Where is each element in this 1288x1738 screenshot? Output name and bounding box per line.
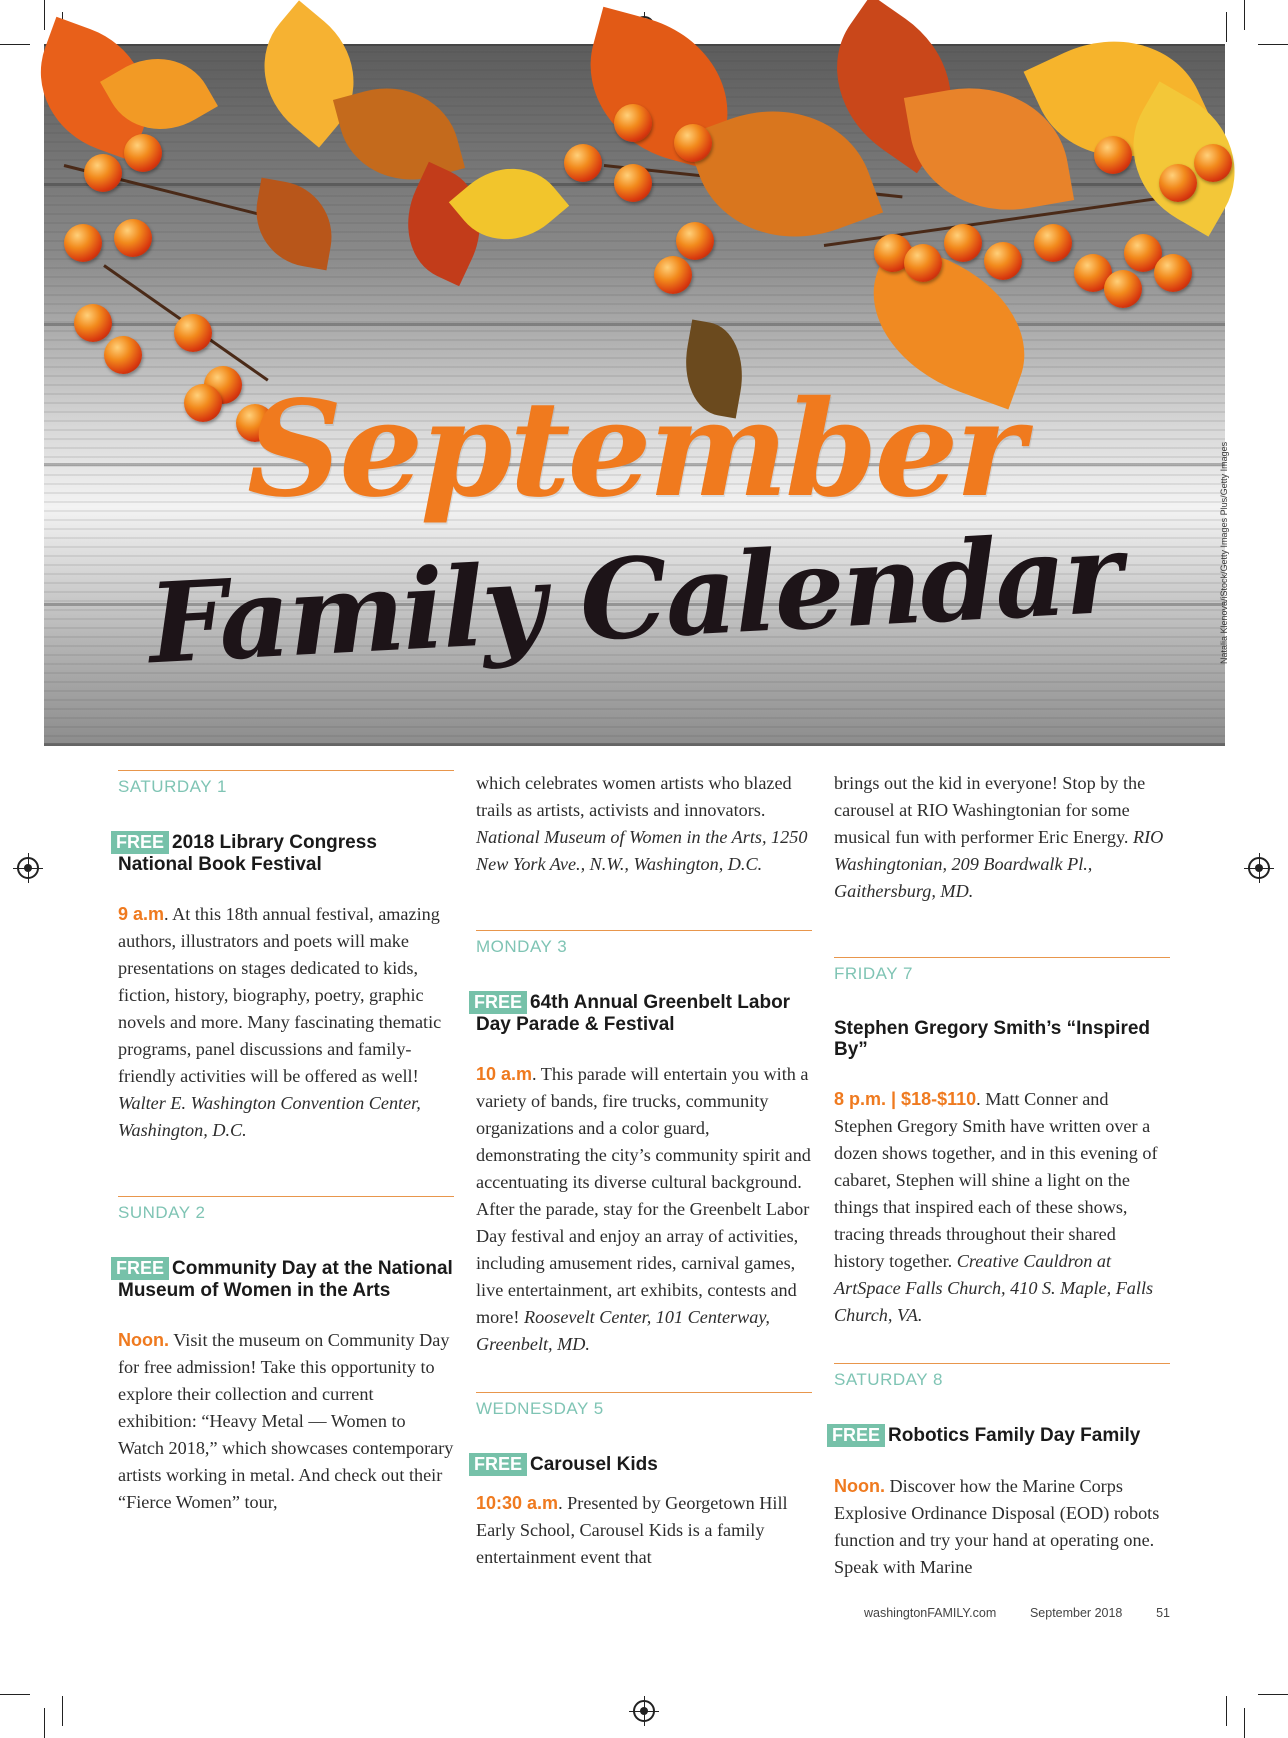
event-location: Walter E. Washington Convention Center, Washington, D.C. (118, 1093, 421, 1140)
photo-credit-text: Natalia Klenova/iStock/Getty Images Plus/Getty Images (1219, 441, 1229, 664)
calendar-column-1 (118, 770, 454, 1516)
day-heading: WEDNESDAY 5 (476, 1392, 812, 1419)
berry (74, 304, 112, 342)
page-footer (864, 1606, 1170, 1620)
berry (1194, 144, 1232, 182)
berry (654, 256, 692, 294)
crop-mark (1244, 0, 1245, 30)
day-heading: SATURDAY 8 (834, 1363, 1170, 1390)
event-description-continued (834, 770, 1170, 905)
berry (1094, 136, 1132, 174)
berry (84, 154, 122, 192)
event-description (118, 901, 454, 1144)
footer-page-number: 51 (1156, 1606, 1170, 1620)
berry (1159, 164, 1197, 202)
berry (564, 144, 602, 182)
free-badge: FREE (111, 1257, 169, 1280)
free-badge: FREE (111, 831, 169, 854)
berry (1034, 224, 1072, 262)
free-badge: FREE (469, 1453, 527, 1476)
footer-site: washingtonFAMILY.com (864, 1606, 997, 1620)
event-description (476, 1490, 812, 1571)
event-title (476, 991, 812, 1035)
berry (124, 134, 162, 172)
event-location: RIO Washingtonian, 209 Boardwalk Pl., Gaithersburg, MD. (834, 827, 1164, 901)
hero-title-family-calendar: Family Calendar (145, 508, 1124, 689)
event-title (118, 1257, 454, 1301)
day-heading: SATURDAY 1 (118, 770, 454, 797)
berry (174, 314, 212, 352)
event-description (834, 1086, 1170, 1329)
berry (674, 124, 712, 162)
registration-mark-icon (1248, 857, 1270, 879)
berry (984, 242, 1022, 280)
event-body: . This parade will entertain you with a variety of bands, fire trucks, community organizations and a color guard, demonstrating the city’s community spirit and accentuating its diverse cultural background. After the parade, stay for the Greenbelt Labor Day festival and enjoy an array of activities, including amusement rides, carnival games, live entertainment, art exhibits, contests and more! (476, 1064, 811, 1327)
event-body: brings out the kid in everyone! Stop by the carousel at RIO Washingtonian for some musical fun with performer Eric Energy. (834, 773, 1146, 847)
event-title (834, 1424, 1170, 1447)
berry (64, 224, 102, 262)
crop-mark (1226, 1696, 1227, 1726)
day-heading: FRIDAY 7 (834, 957, 1170, 984)
event-description (476, 1061, 812, 1358)
berry (1154, 254, 1192, 292)
berry (676, 222, 714, 260)
footer-issue: September 2018 (1029, 1606, 1123, 1620)
crop-mark (44, 1708, 45, 1738)
event-location: Creative Cauldron at ArtSpace Falls Church, 410 S. Maple, Falls Church, VA. (834, 1251, 1154, 1325)
event-description (834, 1473, 1170, 1581)
event-title-text: Robotics Family Day Family (888, 1425, 1141, 1446)
crop-mark (0, 1694, 30, 1695)
berry (904, 244, 942, 282)
event-time: Noon. (834, 1476, 885, 1496)
event-time: 8 p.m. | $18-$110 (834, 1089, 977, 1109)
hero-image (44, 44, 1229, 746)
berry (614, 164, 652, 202)
event-time: 9 a.m (118, 904, 165, 924)
event-time: 10:30 a.m (476, 1493, 559, 1513)
event-title-text: 64th Annual Greenbelt Labor Day Parade & Festival (476, 992, 791, 1035)
event-title-text: Stephen Gregory Smith’s “Inspired By” (834, 1018, 1151, 1060)
crop-mark (1226, 12, 1227, 42)
event-location: National Museum of Women in the Arts, 1250 New York Ave., N.W., Washington, D.C. (476, 827, 808, 874)
event-body: Discover how the Marine Corps Explosive Ordinance Disposal (EOD) robots function and try your hand at operating one. Speak with Marine (834, 1476, 1160, 1577)
event-body: . At this 18th annual festival, amazing authors, illustrators and poets will make presentations on stages dedicated to kids, fiction, history, biography, poetry, graphic novels and more. Many fascinating thematic programs, panel discussions and family-friendly activities will be offered as well! (118, 904, 442, 1086)
event-title (476, 1453, 812, 1476)
event-description (118, 1327, 454, 1516)
event-title-text: Community Day at the National Museum of Women in the Arts (118, 1258, 453, 1301)
event-body: Visit the museum on Community Day for free admission! Take this opportunity to explore their collection and current exhibition: “Heavy Metal — Women to Watch 2018,” which showcases contemporary artists working in metal. And check out their “Fierce Women” tour, (118, 1330, 454, 1512)
registration-mark-icon (17, 857, 39, 879)
hero-title-september: September (246, 372, 1023, 527)
day-heading: SUNDAY 2 (118, 1196, 454, 1223)
crop-mark (44, 0, 45, 30)
berry (104, 336, 142, 374)
event-location: Roosevelt Center, 101 Centerway, Greenbelt, MD. (476, 1307, 770, 1354)
crop-mark (1244, 1708, 1245, 1738)
autumn-leaf (248, 178, 341, 271)
calendar-column-3 (834, 770, 1170, 1581)
free-badge: FREE (827, 1424, 885, 1447)
event-title-text: Carousel Kids (530, 1454, 658, 1475)
event-title (118, 831, 454, 875)
event-body: . Matt Conner and Stephen Gregory Smith have written over a dozen shows together, and in this evening of cabaret, Stephen will shine a light on the things that inspired each of these shows, tracing threads throughout their shared history together. (834, 1089, 1158, 1271)
event-time: Noon. (118, 1330, 169, 1350)
event-body: . Presented by Georgetown Hill Early School, Carousel Kids is a family entertainment event that (476, 1493, 788, 1567)
berry (1104, 270, 1142, 308)
event-title (834, 1018, 1170, 1060)
registration-mark-icon (633, 1700, 655, 1722)
crop-mark (1258, 44, 1288, 45)
calendar-column-2 (476, 770, 812, 1571)
berry (614, 104, 652, 142)
event-body: which celebrates women artists who blazed trails as artists, activists and innovators. (476, 773, 792, 820)
berry (114, 219, 152, 257)
crop-mark (62, 1696, 63, 1726)
crop-mark (1258, 1694, 1288, 1695)
event-description-continued (476, 770, 812, 878)
event-time: 10 a.m (476, 1064, 533, 1084)
crop-mark (0, 44, 30, 45)
event-title-text: 2018 Library Congress National Book Festival (118, 832, 377, 875)
berry (944, 224, 982, 262)
free-badge: FREE (469, 991, 527, 1014)
day-heading: MONDAY 3 (476, 930, 812, 957)
